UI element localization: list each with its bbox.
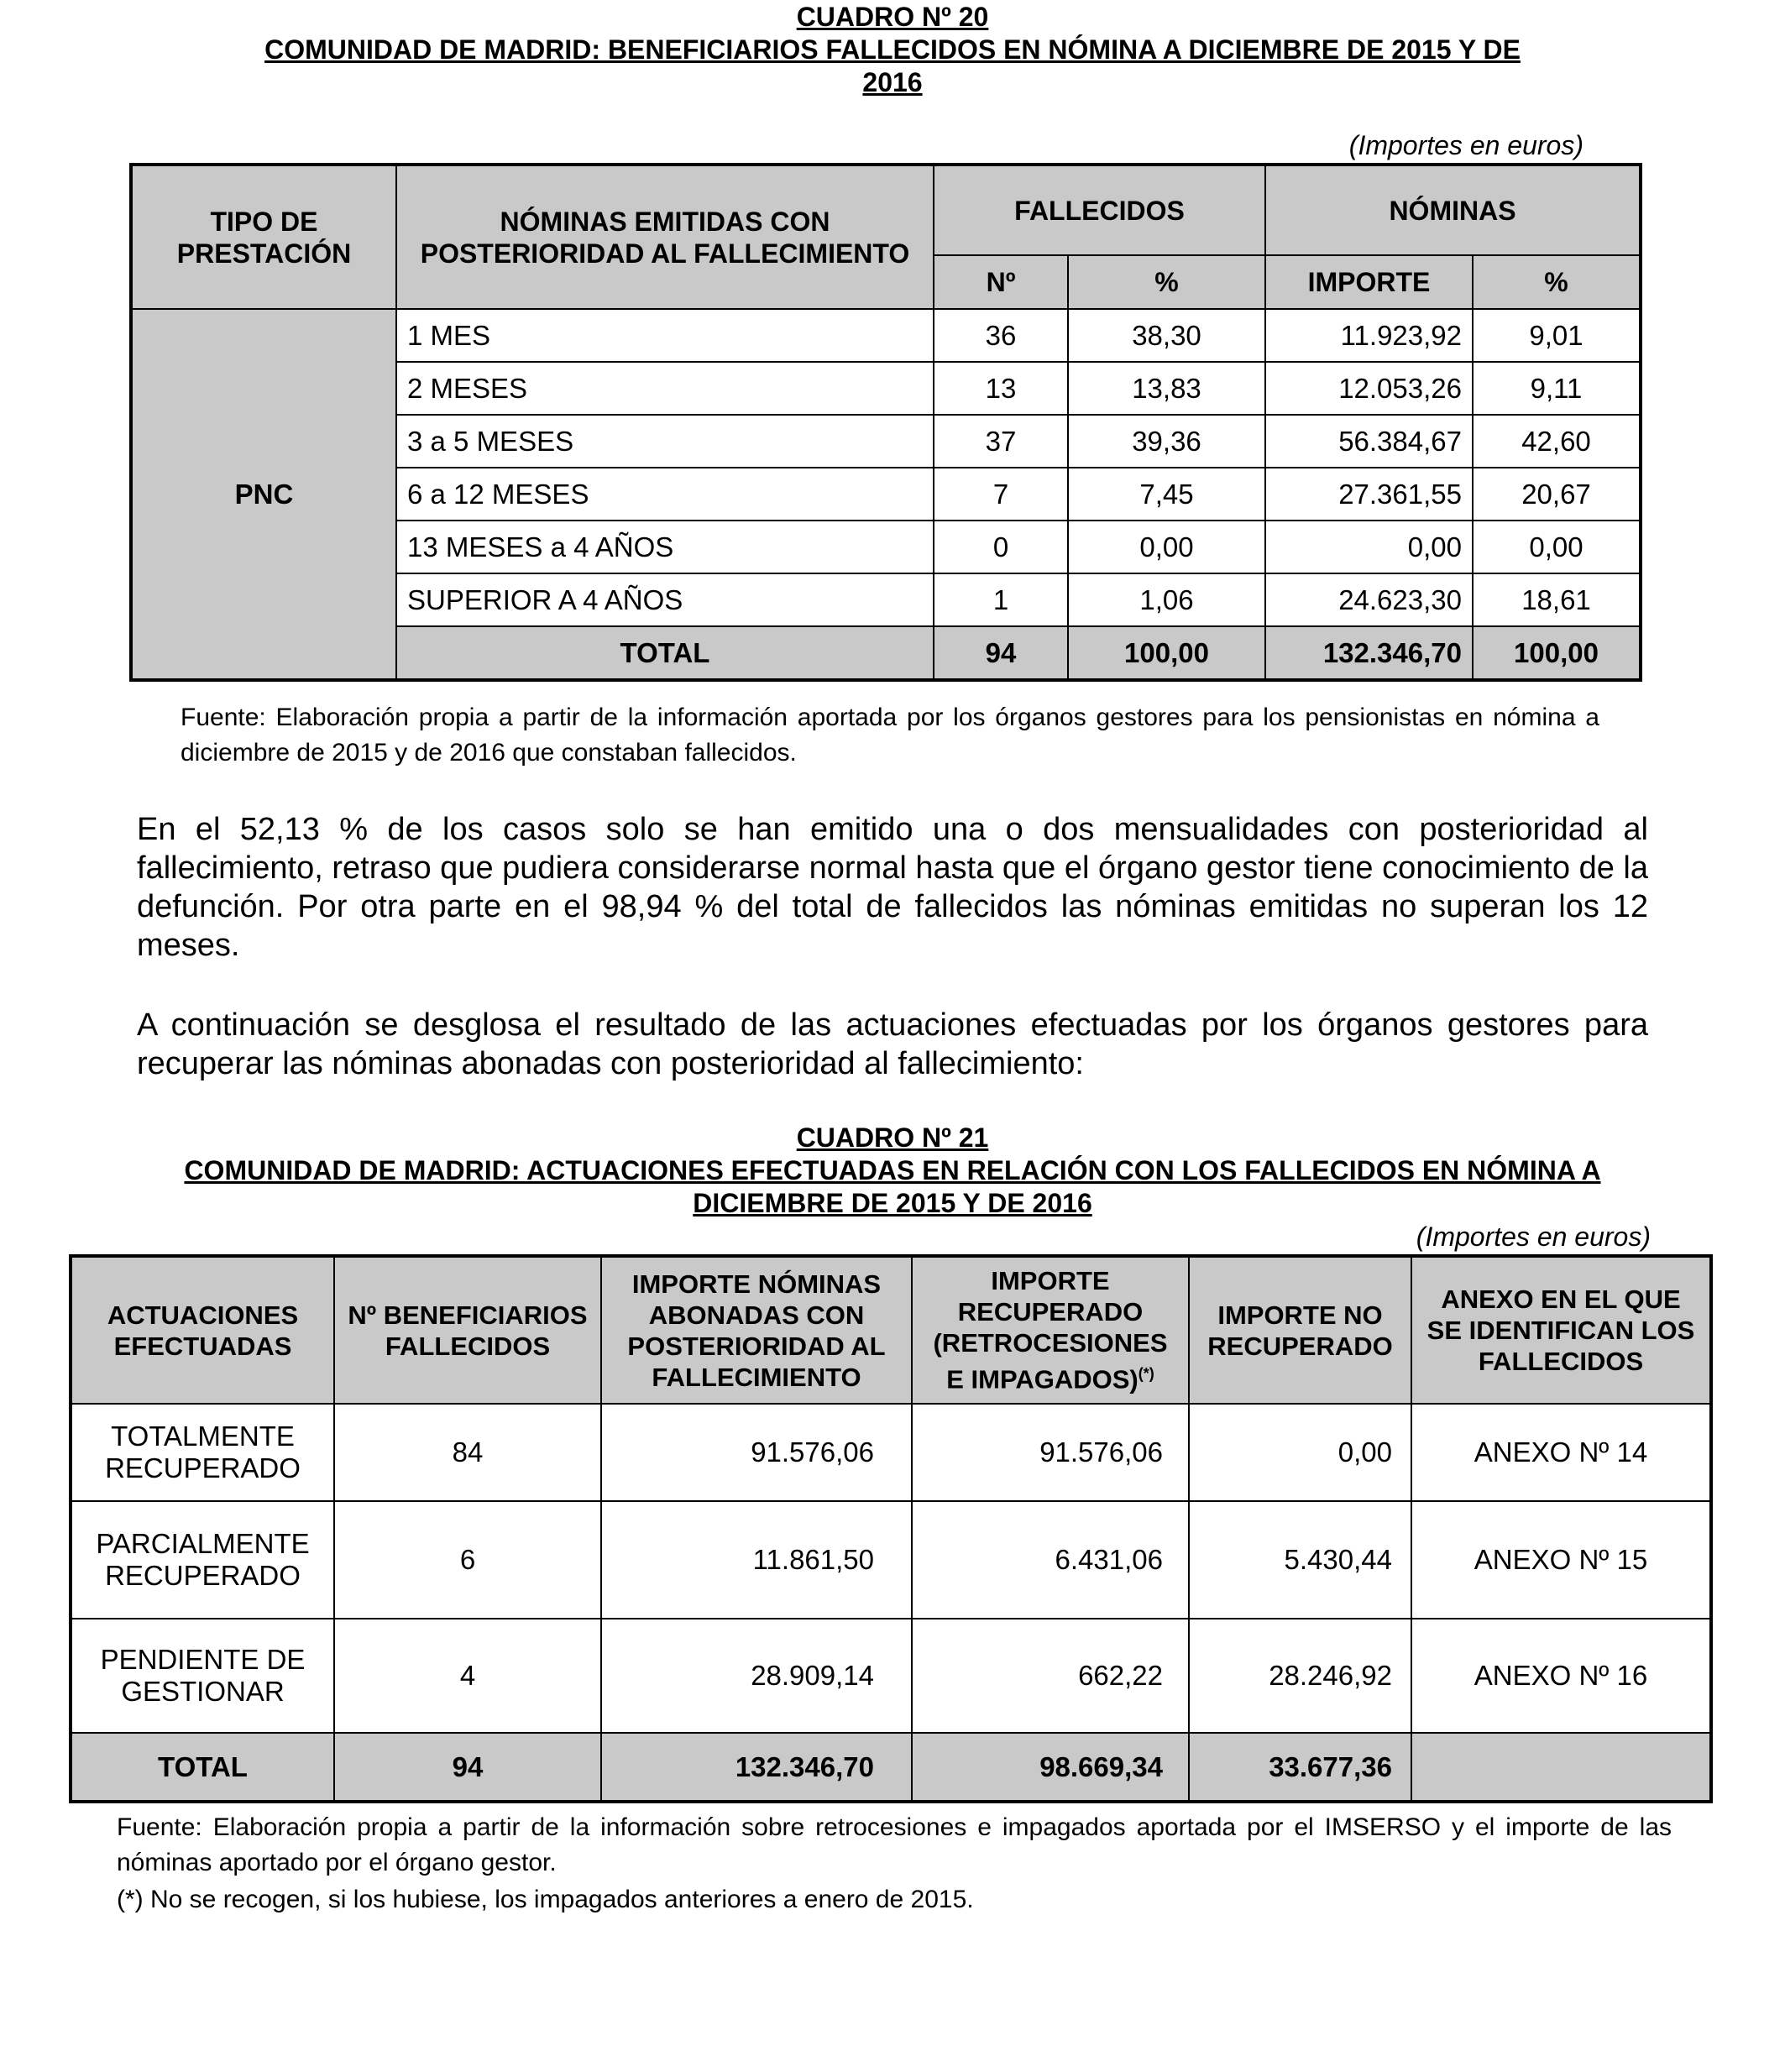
row-pct2: 42,60 [1473,415,1641,468]
row-anexo: ANEXO Nº 14 [1411,1404,1711,1501]
row-importe: 24.623,30 [1265,573,1473,626]
table-row [71,1501,1711,1619]
cuadro20-heading: CUADRO Nº 20 [796,2,989,32]
table-row [71,1404,1711,1501]
cuadro20-table [129,163,1642,682]
row-n: 13 [934,362,1068,415]
row-recuperado: 662,22 [912,1619,1189,1733]
total-n: 94 [934,626,1068,680]
footnote-marker: (*) [1138,1365,1154,1383]
row-n: 1 [934,573,1068,626]
cuadro20-title-line2: 2016 [862,67,923,97]
row-abonadas: 11.861,50 [601,1501,912,1619]
row-no-recuperado: 0,00 [1189,1404,1411,1501]
row-recuperado: 6.431,06 [912,1501,1189,1619]
header-tipo: TIPO DE PRESTACIÓN [131,165,396,309]
total-pct2: 100,00 [1473,626,1641,680]
row-no-recuperado: 28.246,92 [1189,1619,1411,1733]
row-abonadas: 91.576,06 [601,1404,912,1501]
row-label: 3 a 5 MESES [396,415,934,468]
cuadro21-note: (*) No se recogen, si los hubiese, los impagados anteriores a enero de 2015. [117,1886,974,1913]
header-n: Nº [934,255,1068,309]
row-abonadas: 28.909,14 [601,1619,912,1733]
total-label: TOTAL [71,1733,334,1802]
header-anexo: ANEXO EN EL QUE SE IDENTIFICAN LOS FALLECIDOS [1411,1256,1711,1404]
row-importe: 27.361,55 [1265,468,1473,521]
row-importe: 0,00 [1265,521,1473,573]
total-recuperado: 98.669,34 [912,1733,1189,1802]
row-importe: 56.384,67 [1265,415,1473,468]
row-pct2: 18,61 [1473,573,1641,626]
row-recuperado: 91.576,06 [912,1404,1189,1501]
table-row [71,1619,1711,1733]
row-anexo: ANEXO Nº 16 [1411,1619,1711,1733]
header-pct2: % [1473,255,1641,309]
row-label: 6 a 12 MESES [396,468,934,521]
row-label: PENDIENTE DE GESTIONAR [71,1619,334,1733]
total-anexo-empty [1411,1733,1711,1802]
row-n: 36 [934,309,1068,362]
paragraph-2: A continuación se desglosa el resultado de las actuaciones efectuadas por los órganos gestores para recuperar las nóminas abonadas con posterioridad al fallecimiento: [137,1007,1648,1081]
row-label: TOTALMENTE RECUPERADO [71,1404,334,1501]
row-importe: 12.053,26 [1265,362,1473,415]
total-importe: 132.346,70 [1265,626,1473,680]
header-beneficiarios: Nº BENEFICIARIOS FALLECIDOS [334,1256,601,1404]
paragraph-1: En el 52,13 % de los casos solo se han emitido una o dos mensualidades con posterioridad al fallecimiento, retraso que pudiera considerarse normal hasta que el órgano gestor tiene conocimiento de la defunción. Por otra parte en el 98,94 % del total de fallecidos las nóminas emitidas no superan los 12 meses. [137,812,1648,963]
cuadro21-title: COMUNIDAD DE MADRID: ACTUACIONES EFECTUADAS EN RELACIÓN CON LOS FALLECIDOS EN NÓMINA A [184,1155,1601,1185]
tipo-value: PNC [131,309,396,680]
total-n: 94 [334,1733,601,1802]
header-actuaciones: ACTUACIONES EFECTUADAS [71,1256,334,1404]
header-importe-no-recuperado: IMPORTE NO RECUPERADO [1189,1256,1411,1404]
cuadro21-title-line2: DICIEMBRE DE 2015 Y DE 2016 [693,1188,1092,1218]
table-row [131,309,1641,362]
row-n: 0 [934,521,1068,573]
row-n: 84 [334,1404,601,1501]
header-nominas-emitidas: NÓMINAS EMITIDAS CON POSTERIORIDAD AL FALLECIMIENTO [396,165,934,309]
header-fallecidos: FALLECIDOS [934,165,1265,255]
row-importe: 11.923,92 [1265,309,1473,362]
header-nominas: NÓMINAS [1265,165,1641,255]
cuadro20-source: Fuente: Elaboración propia a partir de la información aportada por los órganos gestores para los pensionistas en nómina a diciembre de 2015 y de 2016 que constaban fallecidos. [181,704,1599,767]
row-n: 37 [934,415,1068,468]
row-pct: 7,45 [1068,468,1265,521]
cuadro21-source: Fuente: Elaboración propia a partir de la información sobre retrocesiones e impagados aportada por el IMSERSO y el importe de las nóminas aportado por el órgano gestor. [117,1813,1672,1876]
header-pct: % [1068,255,1265,309]
row-n: 6 [334,1501,601,1619]
row-no-recuperado: 5.430,44 [1189,1501,1411,1619]
header-importe-nominas: IMPORTE NÓMINAS ABONADAS CON POSTERIORIDAD AL FALLECIMIENTO [601,1256,912,1404]
cuadro20-units: (Importes en euros) [1348,130,1583,160]
total-abonadas: 132.346,70 [601,1733,912,1802]
row-label: SUPERIOR A 4 AÑOS [396,573,934,626]
header-importe-recuperado: IMPORTE RECUPERADO (RETROCESIONES E IMPAGADOS)(*) [912,1256,1189,1404]
cuadro21-table [69,1254,1713,1803]
cuadro20-title: COMUNIDAD DE MADRID: BENEFICIARIOS FALLECIDOS EN NÓMINA A DICIEMBRE DE 2015 Y DE [264,34,1521,65]
total-pct: 100,00 [1068,626,1265,680]
row-n: 7 [934,468,1068,521]
row-pct2: 9,01 [1473,309,1641,362]
row-pct: 13,83 [1068,362,1265,415]
row-pct2: 9,11 [1473,362,1641,415]
total-no-recuperado: 33.677,36 [1189,1733,1411,1802]
row-pct: 39,36 [1068,415,1265,468]
row-anexo: ANEXO Nº 15 [1411,1501,1711,1619]
row-pct: 1,06 [1068,573,1265,626]
row-label: 1 MES [396,309,934,362]
header-importe: IMPORTE [1265,255,1473,309]
row-pct: 38,30 [1068,309,1265,362]
row-pct2: 0,00 [1473,521,1641,573]
cuadro21-heading: CUADRO Nº 21 [796,1122,989,1153]
cuadro21-units: (Importes en euros) [1416,1222,1651,1252]
row-pct: 0,00 [1068,521,1265,573]
row-pct2: 20,67 [1473,468,1641,521]
total-label: TOTAL [396,626,934,680]
row-label: 2 MESES [396,362,934,415]
row-label: 13 MESES a 4 AÑOS [396,521,934,573]
row-label: PARCIALMENTE RECUPERADO [71,1501,334,1619]
row-n: 4 [334,1619,601,1733]
total-row [71,1733,1711,1802]
